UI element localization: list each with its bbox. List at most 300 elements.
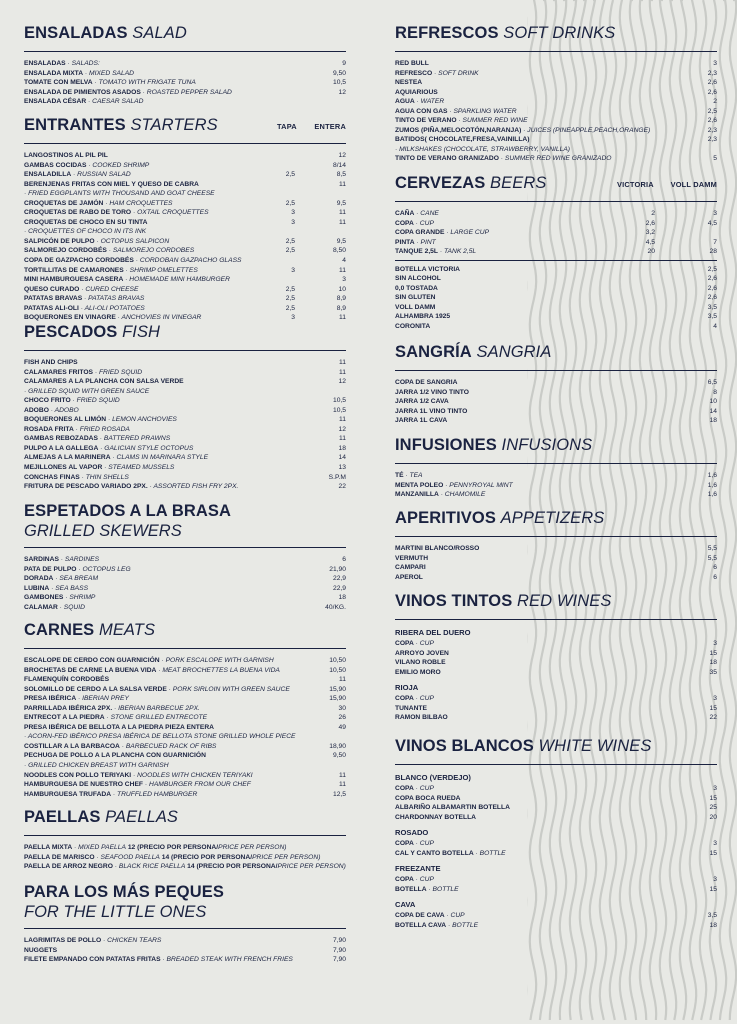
menu-item-translation: FRIED SQUID [98, 368, 143, 376]
separator: · [97, 435, 104, 443]
menu-item-price: 2,5 [707, 265, 717, 273]
menu-item-name: PATA DE PULPO [24, 565, 77, 573]
menu-item-price: 7,90 [332, 956, 346, 964]
menu-item [24, 304, 346, 314]
separator: · [104, 714, 111, 722]
menu-item-translation: FRIED SQUID [76, 397, 120, 405]
section-title [395, 737, 717, 756]
menu-item-translation: ROASTED PEPPER SALAD [146, 88, 232, 96]
menu-item [24, 713, 346, 723]
menu-item-price: 13 [338, 464, 346, 472]
section-title-es: APERITIVOS [395, 509, 496, 527]
separator: · [473, 849, 480, 857]
menu-item-price: 14 [338, 454, 346, 462]
section-rows [24, 555, 346, 612]
menu-item-name: SIN ALCOHOL [395, 275, 441, 283]
menu-item-price: 8 [713, 388, 717, 396]
separator: · [414, 238, 421, 246]
section-rows [395, 627, 717, 723]
section-title [24, 883, 346, 902]
menu-item [395, 921, 717, 931]
menu-item-name: ZUMOS (PIÑA,MELOCOTÓN,NARANJA) [395, 126, 522, 134]
menu-item-translation: TOMATO WITH FRIGATE TUNA [98, 79, 196, 87]
menu-item-price-small: 2,5 [285, 295, 295, 303]
separator: · [438, 491, 445, 499]
menu-item-price: 11 [339, 314, 346, 322]
menu-item-price: 18 [338, 444, 346, 452]
menu-item [395, 59, 717, 69]
menu-item [24, 780, 346, 790]
separator: · [49, 584, 56, 592]
separator: · [86, 161, 93, 169]
section-header [395, 24, 717, 44]
menu-item-price-small: 2,5 [285, 237, 295, 245]
menu-item [395, 849, 717, 859]
menu-item-translation: TANK 2,5L [443, 248, 477, 256]
menu-item-price: 11 [339, 218, 346, 226]
menu-item [395, 219, 717, 229]
menu-item-name: LANGOSTINOS AL PIL PIL [24, 152, 108, 159]
separator: · [444, 912, 451, 920]
menu-item-name: TUNANTE [395, 704, 427, 712]
menu-item [395, 154, 717, 164]
section-tintos [395, 592, 717, 723]
section-paellas [24, 808, 346, 872]
menu-item [395, 407, 717, 417]
section-sangria [395, 343, 717, 426]
menu-item-name: COPA [395, 840, 414, 848]
menu-item [395, 416, 717, 426]
separator: · [403, 472, 410, 479]
menu-item-translation: MEAT BROCHETTES LA BUENA VIDA [162, 666, 280, 674]
section-title-en: SANGRIA [476, 343, 552, 361]
menu-item-name: CROQUETAS DE CHOCO EN SU TINTA [24, 218, 148, 226]
menu-item-price: 8,9 [336, 304, 346, 312]
menu-item [395, 78, 717, 88]
column-header: TAPA [277, 122, 297, 131]
menu-item-name: SALMOREJO CORDOBÉS [24, 247, 107, 255]
section-rule [24, 350, 346, 351]
menu-item [24, 603, 346, 613]
separator: · [70, 397, 77, 405]
section-title-es: VINOS BLANCOS [395, 737, 534, 755]
menu-item-name: COPA [395, 876, 414, 884]
menu-item-price: 8,5 [336, 171, 346, 179]
menu-item-translation: COOKED SHRIMP [92, 161, 150, 169]
menu-item [24, 843, 346, 853]
menu-item-translation: MIXED SALAD [89, 69, 134, 77]
menu-item-translation: CURED CHEESE [85, 285, 139, 293]
menu-item-translation: STONE GRILLED ENTRECOTE [110, 714, 208, 722]
menu-item-name: LUBINA [24, 584, 50, 592]
menu-item-price: 18 [709, 659, 717, 667]
menu-item-translation: CHICKEN TEARS [107, 937, 162, 944]
menu-item [24, 704, 346, 714]
section-espetados [24, 502, 346, 612]
menu-item-price: 8,9 [336, 295, 346, 303]
menu-item-name: NOODLES CON POLLO TERIYAKI [24, 771, 132, 779]
section-rows [395, 772, 717, 930]
menu-item-name: JARRA 1/2 VINO TINTO [395, 388, 469, 396]
menu-item [395, 228, 717, 238]
section-title [395, 343, 717, 362]
menu-item-translation: PINT [420, 238, 436, 246]
menu-item-name: FISH AND CHIPS [24, 359, 78, 366]
menu-item [395, 247, 717, 257]
menu-item-name: CHOCO FRITO [24, 397, 71, 405]
menu-item-name: SOLOMILLO DE CERDO A LA SALSA VERDE [24, 685, 167, 693]
menu-item [395, 875, 717, 885]
menu-item-translation: ALI-OLI POTATOES [84, 304, 145, 312]
menu-item-name: JARRA 1L CAVA [395, 417, 448, 425]
menu-item-price: 21,90 [329, 565, 346, 573]
menu-item-translation: ANCHOVIES IN VINEGAR [121, 314, 202, 322]
menu-item-note: · ACORN-FED IBÉRICO PRESA IBÉRICA DE BELLOTA STONE GRILLED WHOLE PIECE [24, 733, 296, 741]
menu-item-translation: BOTTLE [479, 849, 506, 857]
section-title [395, 24, 717, 43]
separator: · [57, 603, 64, 611]
menu-item-price: 11 [339, 771, 346, 779]
menu-item-name: ADOBO [24, 406, 49, 414]
menu-item-price: 3 [713, 785, 717, 792]
menu-item [395, 238, 717, 248]
menu-item-price: 5,5 [707, 545, 717, 552]
menu-item-translation: PORK ESCALOPE WITH GARNISH [165, 657, 274, 664]
separator: · [444, 229, 451, 237]
menu-item-name: BERENJENAS FRITAS CON MIEL Y QUESO DE CABRA [24, 180, 199, 188]
menu-item-translation: CLAMS IN MARINARA STYLE [116, 454, 209, 462]
menu-item-translation: OXTAIL CROQUETTES [137, 209, 209, 217]
section-title-es: PESCADOS [24, 323, 118, 341]
menu-item-name: PRESA IBÉRICA DE BELLOTA A LA PIEDRA PIEZA ENTERA [24, 723, 214, 731]
section-ensaladas [24, 24, 346, 107]
menu-item [395, 784, 717, 794]
menu-item-price: 9,50 [332, 752, 346, 760]
menu-item-translation: PENNYROYAL MINT [449, 481, 513, 489]
menu-item-name: CROQUETAS DE JAMÓN [24, 199, 104, 207]
subsection-title: RIOJA [395, 683, 419, 693]
menu-item-price: 10,5 [332, 79, 346, 87]
menu-item-note: · MILKSHAKES (CHOCOLATE, STRAWBERRY, VANILLA) [395, 145, 571, 153]
section-rows [395, 378, 717, 426]
section-rows [24, 936, 346, 965]
menu-item [24, 285, 346, 295]
menu-item-translation: PATATAS BRAVAS [88, 295, 145, 303]
menu-item-price: 11 [339, 416, 346, 424]
menu-item-price-small: 3 [291, 209, 295, 217]
menu-item-name: SIN GLUTEN [395, 294, 436, 302]
menu-item-price: 7 [713, 238, 717, 246]
menu-item-name: CALAMAR [24, 603, 58, 611]
section-entrantes [24, 116, 346, 323]
menu-item-translation: SHRIMP [69, 594, 96, 602]
menu-item [395, 126, 717, 136]
menu-item-price: 11 [339, 368, 346, 376]
separator: · [76, 565, 83, 573]
menu-item-name: TINTO DE VERANO GRANIZADO [395, 155, 499, 163]
menu-item-name: FRITURA DE PESCADO VARIADO 2PX. [24, 483, 148, 491]
separator: · [102, 464, 109, 472]
menu-item-translation: BLACK RICE PAELLA [118, 863, 186, 871]
separator: · [123, 266, 130, 274]
menu-item [395, 694, 717, 704]
menu-item-price-note: 14 (PRECIO POR PERSONA/ [161, 853, 253, 861]
section-rule [395, 764, 717, 765]
menu-item-name: ENSALADAS [24, 60, 66, 67]
subsection-title: BLANCO (VERDEJO) [395, 773, 471, 782]
separator: · [156, 666, 163, 674]
menu-item-name: GAMBONES [24, 594, 64, 602]
menu-item-translation: BOTTLE [432, 885, 459, 893]
menu-item-price: 14 [709, 407, 717, 415]
separator: · [65, 60, 72, 67]
menu-item [24, 771, 346, 781]
menu-item-name: COSTILLAR A LA BARBACOA [24, 742, 120, 750]
menu-item [24, 751, 346, 761]
menu-item-name: SALPICÓN DE PULPO [24, 237, 95, 245]
menu-item [24, 88, 346, 98]
menu-item-translation: SOFT DRINK [438, 69, 479, 77]
menu-item [395, 378, 717, 388]
menu-item-price: 11 [339, 676, 346, 684]
menu-item-price: 22,9 [332, 584, 346, 592]
separator: · [131, 771, 138, 779]
menu-item-price: 9 [342, 60, 346, 67]
separator: · [112, 704, 119, 712]
wave-line [720, 0, 726, 1020]
section-blancos [395, 737, 717, 930]
menu-item-translation: CANE [420, 210, 439, 217]
menu-item-name: LAGRIMITAS DE POLLO [24, 937, 102, 944]
menu-item-price: 15 [709, 794, 717, 802]
menu-item-name: PECHUGA DE POLLO A LA PLANCHA CON GUARNICIÓN [24, 752, 206, 760]
menu-item [24, 434, 346, 444]
separator: · [53, 575, 60, 583]
menu-item-price: 8/14 [332, 161, 346, 169]
menu-item-price: 12 [338, 378, 346, 386]
menu-item-name: CORONITA [395, 323, 431, 331]
menu-item-price: 4 [713, 323, 717, 331]
menu-item-translation: CUP [419, 876, 434, 884]
menu-item-translation: STEAMED MUSSELS [108, 464, 175, 472]
menu-item-name: TINTO DE VERANO [395, 117, 457, 125]
section-header [24, 323, 346, 343]
separator: · [456, 117, 463, 125]
menu-item-price-small: 3 [291, 218, 295, 226]
menu-item-price-small: 3,2 [645, 229, 655, 237]
menu-item-price: 6,5 [707, 379, 717, 386]
menu-item-name: CONCHAS FINAS [24, 473, 80, 481]
menu-item-name: DORADA [24, 575, 54, 583]
menu-item-translation: IBERIAN PREY [82, 695, 129, 703]
menu-item-name: SARDINAS [24, 556, 59, 563]
menu-item [24, 294, 346, 304]
menu-item-translation: FRIED ROSADA [79, 425, 130, 433]
menu-item-name: MANZANILLA [395, 491, 439, 499]
menu-item-price-small: 2,5 [285, 171, 295, 179]
section-title-en: STARTERS [130, 116, 218, 134]
menu-item-price: 18,90 [329, 742, 346, 750]
menu-item-price: 9,50 [332, 69, 346, 77]
section-title-en: BEERS [490, 174, 547, 192]
menu-item-price: 35 [709, 668, 717, 676]
menu-item-price: 3,5 [707, 912, 717, 920]
subsection-title: RIBERA DEL DUERO [395, 628, 471, 637]
menu-item-price: 11 [339, 781, 346, 789]
separator: · [143, 781, 149, 789]
section-title-es: ENSALADAS [24, 24, 128, 42]
menu-item-price: 3 [713, 60, 717, 67]
menu-item-name: BOQUERONES AL LIMÓN [24, 416, 107, 424]
section-rule [395, 51, 717, 52]
separator: · [413, 219, 420, 227]
menu-item-translation: THIN SHELLS [85, 473, 129, 481]
menu-item-name: GAMBAS COCIDAS [24, 161, 87, 169]
menu-item [24, 237, 346, 247]
menu-item-price: 25 [709, 804, 717, 812]
separator: · [147, 483, 154, 491]
menu-item-price: 2,5 [707, 107, 717, 115]
menu-item-name: AGUA CON GAS [395, 107, 448, 115]
menu-item-name: VILANO ROBLE [395, 659, 446, 667]
column-header: VOLL DAMM [670, 180, 717, 189]
menu-item-name: MENTA POLEO [395, 481, 444, 489]
menu-item-name: ALMEJAS A LA MARINERA [24, 454, 111, 462]
menu-item-name: VERMUTH [395, 554, 429, 562]
menu-item-name: COPA [395, 785, 414, 792]
menu-item-price: 6 [342, 556, 346, 563]
menu-item [24, 78, 346, 88]
menu-item-translation: CHAMOMILE [444, 491, 486, 499]
menu-item-name: PATATAS BRAVAS [24, 295, 83, 303]
menu-item-name: MEJILLONES AL VAPOR [24, 464, 103, 472]
menu-item [24, 936, 346, 946]
section-rule [24, 928, 346, 929]
section-title-es: CARNES [24, 621, 95, 639]
menu-item-name: BOTELLA [395, 885, 427, 893]
menu-item [24, 946, 346, 956]
menu-item-translation: LEMON ANCHOVIES [112, 416, 177, 424]
menu-item-price: 9,5 [336, 237, 346, 245]
menu-item [24, 862, 346, 872]
menu-item-price: 11 [339, 435, 346, 443]
menu-item-name: BATIDOS( CHOCOLATE,FRESA,VAINILLA) [395, 136, 530, 144]
menu-item-price: 12 [338, 425, 346, 433]
menu-item-translation: IBERIAN BARBECUE 2PX. [118, 704, 200, 712]
menu-item-name: RAMON BILBAO [395, 714, 448, 722]
menu-item-translation: CUP [419, 640, 434, 647]
menu-item [24, 666, 346, 676]
separator: · [498, 155, 505, 163]
menu-item-name: COPA [395, 219, 414, 227]
separator: · [413, 840, 420, 848]
separator: · [110, 454, 117, 462]
section-title-en-line: FOR THE LITTLE ONES [24, 903, 207, 921]
menu-item-note: · CROQUETTES OF CHOCO IN ITS INK [24, 228, 147, 236]
menu-item [395, 303, 717, 313]
menu-item [395, 544, 717, 554]
section-rule [24, 143, 346, 144]
menu-item-price: 18 [338, 594, 346, 602]
menu-item-price: 22 [709, 714, 717, 722]
menu-item-price: 2,6 [707, 79, 717, 87]
menu-item-translation: SUMMER RED WINE [462, 117, 528, 125]
separator: · [63, 594, 70, 602]
menu-item [395, 573, 717, 583]
menu-item-price: 40/KG. [325, 603, 346, 611]
menu-item-translation: MIXED PAELLA [78, 844, 126, 851]
separator: · [103, 199, 110, 207]
separator: · [414, 210, 421, 217]
menu-item [24, 565, 346, 575]
menu-item-price-small: 2,5 [285, 304, 295, 312]
section-rows [24, 358, 346, 492]
menu-item-name: MINI HAMBURGUESA CASERA [24, 276, 124, 284]
menu-item-price: 5,5 [707, 554, 717, 562]
menu-item-translation: SEAFOOD PAELLA [100, 853, 160, 861]
section-title-es: INFUSIONES [395, 436, 497, 454]
section-header [24, 24, 346, 44]
section-rule [395, 370, 717, 371]
menu-item-name: ROSADA FRITA [24, 425, 74, 433]
menu-item [24, 425, 346, 435]
menu-item-price: 18 [709, 921, 717, 929]
menu-item [395, 284, 717, 294]
menu-item-translation: SHRIMP OMELETTES [129, 266, 198, 274]
section-title-es: VINOS TINTOS [395, 592, 513, 610]
menu-item-price-small: 3 [291, 266, 295, 274]
menu-item [395, 649, 717, 659]
menu-item-name: CALAMARES FRITOS [24, 368, 93, 376]
menu-item-translation: BOTTLE [452, 921, 479, 929]
menu-item-price: 5 [713, 155, 717, 163]
separator: · [73, 425, 80, 433]
menu-item [395, 293, 717, 303]
separator: · [426, 885, 433, 893]
separator: · [413, 785, 420, 792]
separator: · [98, 444, 105, 452]
menu-item [395, 88, 717, 98]
menu-item-price: 4,5 [707, 219, 717, 227]
section-title-en: FISH [122, 323, 161, 341]
separator: · [106, 247, 113, 255]
menu-item-price-small: 2 [651, 210, 655, 217]
menu-item [24, 368, 346, 378]
section-rows [395, 544, 717, 582]
menu-item [24, 151, 346, 161]
menu-item-name: ENSALADA CÉSAR [24, 98, 87, 106]
separator: · [437, 248, 444, 256]
menu-item [395, 839, 717, 849]
separator: · [159, 657, 166, 664]
menu-item-price: 15 [709, 849, 717, 857]
separator: · [106, 416, 113, 424]
separator: · [76, 695, 83, 703]
section-title-en: PAELLAS [105, 808, 179, 826]
menu-item-name: CROQUETAS DE RABO DE TORO [24, 209, 132, 217]
menu-item-translation: BARBECUED RACK OF RIBS [125, 742, 217, 750]
menu-item-price-note-en: PRICE PER PERSON) [277, 863, 346, 871]
menu-item-price: 2,6 [707, 294, 717, 302]
menu-item [395, 312, 717, 322]
column-header: ENTERA [314, 122, 346, 131]
section-header [24, 808, 346, 828]
menu-item-price: 2,3 [707, 136, 717, 144]
menu-item [395, 490, 717, 500]
menu-item-price-small: 3 [291, 314, 295, 322]
menu-item-name: HAMBURGUESA DE NUESTRO CHEF [24, 781, 144, 789]
menu-item [395, 639, 717, 649]
